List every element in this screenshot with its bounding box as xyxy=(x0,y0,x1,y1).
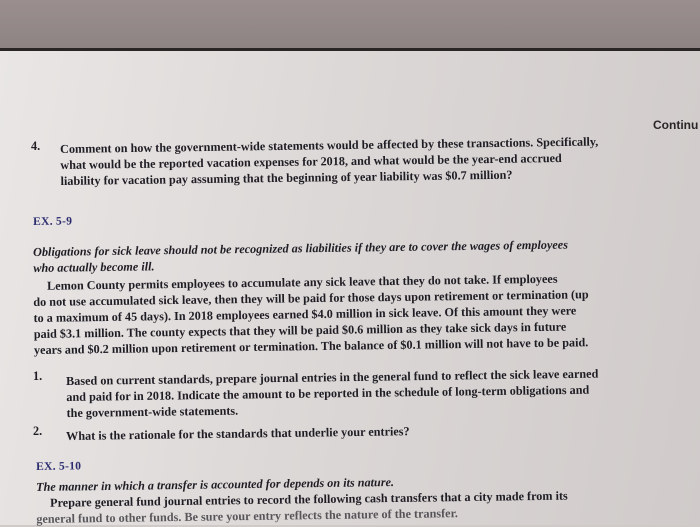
exercise-5-9-body-line: do not use accumulated sick leave, then they will be paid for those days upon retirement or termination (up xyxy=(33,287,589,309)
exercise-5-9-body-line: years and $0.2 million upon retirement or termination. The balance of $0.1 million will not have to be paid. xyxy=(33,335,589,357)
exercise-5-9-question-2-line: What is the rationale for the standards that underlie your entries? xyxy=(66,424,410,443)
continue-label: Continu xyxy=(653,118,699,132)
exercise-5-9-question-1-number: 1. xyxy=(33,369,43,383)
question-4-line: liability for vacation pay assuming that the beginning of year liability was $0.7 million? xyxy=(60,167,513,188)
top-dark-band xyxy=(0,0,700,48)
question-4-line: Comment on how the government-wide statements would be affected by these transactions. Specifically, xyxy=(60,134,599,156)
exercise-5-10-heading: EX. 5-10 xyxy=(36,460,82,473)
question-4-line: what would be the reported vacation expenses for 2018, and what would be the year-end accrued xyxy=(60,150,562,172)
exercise-5-9-body-line: to a maximum of 45 days). In 2018 employees earned $4.0 million in sick leave. Of this amount they were xyxy=(33,303,577,325)
exercise-5-9-title-line: who actually become ill. xyxy=(33,259,155,275)
exercise-5-9-body-line: Lemon County permits employees to accumulate any sick leave that they do not take. If employees xyxy=(47,271,558,293)
question-4-text xyxy=(60,133,599,189)
exercise-5-10-body-line: general fund to other funds. Be sure your entry reflects the nature of the transfer. xyxy=(36,506,458,526)
exercise-5-9-question-1-line: and paid for in 2018. Indicate the amount to be reported in the schedule of long-term obligations and xyxy=(66,382,590,404)
exercise-5-10-title-line: The manner in which a transfer is accounted for depends on its nature. xyxy=(36,475,395,494)
exercise-5-9-question-1-line: Based on current standards, prepare journal entries in the general fund to reflect the sick leave earned xyxy=(66,366,599,388)
exercise-5-9-body xyxy=(33,270,589,358)
exercise-5-9-question-1-line: the government-wide statements. xyxy=(66,403,239,420)
exercise-5-9-question-2-number: 2. xyxy=(33,424,43,438)
question-4-number: 4. xyxy=(31,139,41,153)
exercise-5-10-body-line: Prepare general fund journal entries to record the following cash transfers that a city made from its xyxy=(50,488,568,510)
exercise-5-9-question-1-text xyxy=(66,366,599,421)
exercise-5-9-body-line: paid $3.1 million. The county expects that they will be paid $0.6 million as they take sick days in future xyxy=(33,319,567,341)
exercise-5-9-title-line: Obligations for sick leave should not be recognized as liabilities if they are to cover the wages of employees xyxy=(33,237,569,259)
exercise-5-9-heading: EX. 5-9 xyxy=(33,215,73,228)
